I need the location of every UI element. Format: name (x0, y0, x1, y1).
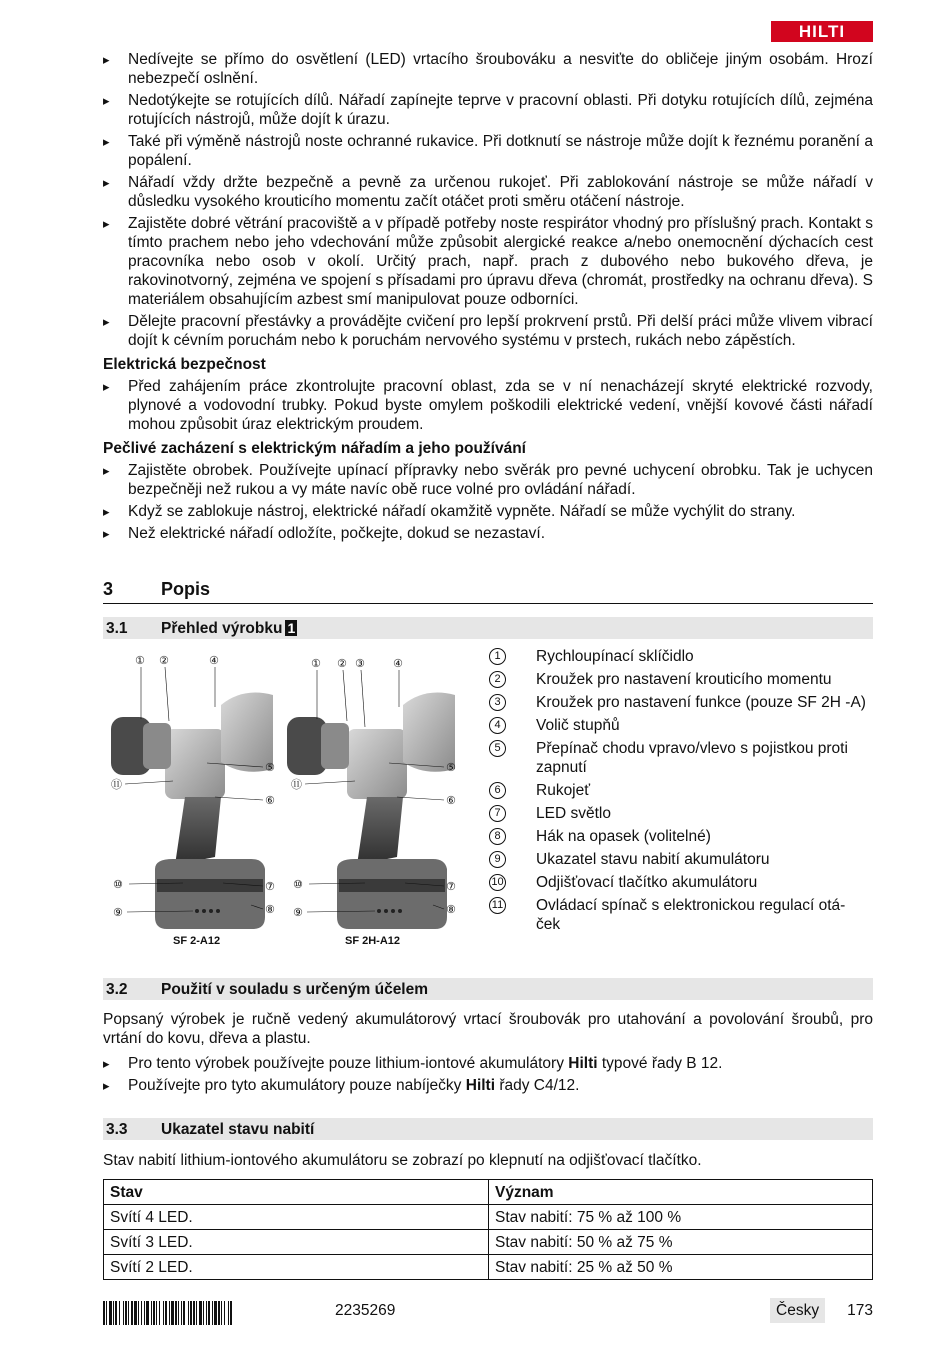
legend-item (489, 781, 869, 800)
table-cell: Stav nabití: 75 % až 100 % (489, 1205, 873, 1230)
callout-1: ① (135, 654, 145, 667)
bullet-text: řady C4/12. (495, 1077, 580, 1094)
list-item: ▸ Nedotýkejte se rotujících dílů. Nářadí zapínejte teprve v pracovní oblasti. Při dotyku rotujících dílů, zejména rotujících nástrojů, může dojít k úrazu. (103, 91, 873, 129)
charge-status-paragraph: Stav nabití lithium-iontového akumulátoru se zobrazí po klepnutí na odjišťovací tlačítko. (103, 1152, 702, 1169)
callout-6: ⑥ (265, 794, 275, 807)
callout-6: ⑥ (446, 794, 456, 807)
section-3-2-heading (103, 978, 873, 1000)
callout-11: ⑪ (291, 778, 302, 791)
page-footer (103, 1296, 873, 1326)
table-header-row (104, 1180, 873, 1205)
bullet-text: Pro tento výrobek používejte pouze lithium-iontové akumulátory (128, 1055, 569, 1072)
callout-8: ⑧ (265, 903, 275, 916)
callout-8: ⑧ (446, 903, 456, 916)
barcode (103, 1301, 317, 1325)
section-title (161, 619, 297, 638)
legend-number: 5 (489, 740, 506, 757)
legend-item (489, 739, 869, 777)
list-item (103, 1076, 873, 1095)
product-overview-figure (103, 647, 469, 949)
list-item: ▸ Nářadí vždy držte bezpečně a pevně za určenou rukojeť. Při zablokování nástroje se může nářadí v důsledku vysokého krouticího momentu začít otáčet proti směru otáčení nástroje. (103, 173, 873, 211)
list-item: ▸ Než elektrické nářadí odložíte, počkejte, dokud se nezastaví. (103, 524, 873, 543)
section-3-3-heading (103, 1118, 873, 1140)
list-item (103, 1054, 873, 1073)
legend-number: 6 (489, 782, 506, 799)
drill-right (287, 693, 455, 929)
legend-item (489, 827, 869, 846)
legend-item (489, 804, 869, 823)
charge-status-table (103, 1179, 873, 1280)
section-number: 3.3 (106, 1121, 128, 1138)
legend-text: Ovládací spínač s elektronickou regulací otá-ček (536, 897, 846, 933)
language-label: Česky (770, 1298, 825, 1323)
document-code: 2235269 (335, 1302, 396, 1319)
legend-number: 10 (489, 874, 506, 891)
legend-text: Kroužek pro nastavení krouticího momentu (536, 671, 832, 688)
section-3-heading (103, 578, 873, 604)
legend-text: LED světlo (536, 805, 611, 822)
legend-item (489, 670, 869, 689)
list-item: ▸ Nedívejte se přímo do osvětlení (LED) vrtacího šroubováku a nesviťte do obličeje jiným osobám. Hrozí nebezpečí oslnění. (103, 50, 873, 88)
legend-number: 2 (489, 671, 506, 688)
figure-legend (489, 647, 869, 938)
table-cell: Svítí 4 LED. (104, 1205, 489, 1230)
callout-4: ④ (393, 657, 403, 670)
section-number: 3.1 (106, 620, 128, 637)
intended-use-bullets (103, 1054, 873, 1098)
model-label-right: SF 2H-A12 (345, 935, 401, 947)
callout-9: ⑨ (293, 906, 303, 919)
callout-10: ⑩ (293, 878, 303, 891)
bullet-text: typové řady B 12. (597, 1055, 723, 1072)
section-number: 3 (103, 579, 114, 599)
table-cell: Svítí 2 LED. (104, 1255, 489, 1280)
list-item: ▸ Dělejte pracovní přestávky a provádějte cvičení pro lepší prokrvení prstů. Při delší práci může vlivem vibrací dojít k cévním poruchám nebo k poruchám nervového systému v prstech, rukách nebo zápěstích. (103, 312, 873, 350)
legend-item (489, 873, 869, 892)
callout-5: ⑤ (446, 761, 456, 774)
legend-text: Ukazatel stavu nabití akumulátoru (536, 851, 770, 868)
table-cell: Stav nabití: 25 % až 50 % (489, 1255, 873, 1280)
list-item: ▸ Když se zablokuje nástroj, elektrické nářadí okamžitě vypněte. Nářadí se může vychýlit do strany. (103, 502, 873, 521)
intended-use-paragraph: Popsaný výrobek je ručně vedený akumulátorový vrtací šroubovák pro utahování a povolování šroubů, pro vrtání do kovu, dřeva a plastu. (103, 1011, 873, 1047)
callout-5: ⑤ (265, 761, 275, 774)
page-number: 173 (847, 1302, 873, 1319)
bullet-text: Používejte pro tyto akumulátory pouze nabíječky (128, 1077, 466, 1094)
section-3-1-heading (103, 617, 873, 639)
callout-7: ⑦ (265, 880, 275, 893)
careful-use-heading: Pečlivé zacházení s elektrickým nářadím a jeho používání (103, 440, 526, 457)
legend-text: Hák na opasek (volitelné) (536, 828, 711, 845)
legend-item (489, 850, 869, 869)
table-header: Význam (489, 1180, 873, 1205)
section-title: Ukazatel stavu nabití (161, 1121, 315, 1138)
callout-7: ⑦ (446, 880, 456, 893)
legend-number: 11 (489, 897, 506, 914)
legend-text: Rychloupínací sklíčidlo (536, 648, 694, 665)
callout-3: ③ (355, 657, 365, 670)
table-row (104, 1230, 873, 1255)
list-item: ▸ Zajistěte dobré větrání pracoviště a v případě potřeby noste respirátor vhodný pro příslušný prach. Kontakt s tímto prachem nebo jeho vdechování může způsobit alergické reakce a/nebo onemocnění dýchacích cest pracovníka nebo osob v okolí. Určitý prach, např. prach z dubového nebo bukového dřeva, je rakovinotvorný, zejména ve spojení s přísadami pro úpravu dřeva (chromát, prostředky na ochranu dřeva). S materiálem obsahujícím azbest smí manipulovat pouze odborníci. (103, 214, 873, 309)
callout-4: ④ (209, 654, 219, 667)
list-item: ▸ Také při výměně nástrojů noste ochranné rukavice. Při dotknutí se nástroje může dojít k řeznému poranění a popálení. (103, 132, 873, 170)
callout-11: ⑪ (111, 778, 122, 791)
drill-illustration (103, 647, 469, 949)
table-cell: Stav nabití: 50 % až 75 % (489, 1230, 873, 1255)
section-title: Popis (161, 579, 211, 599)
legend-number: 1 (489, 648, 506, 665)
legend-number: 9 (489, 851, 506, 868)
legend-text: Kroužek pro nastavení funkce (pouze SF 2H -A) (536, 694, 866, 711)
legend-item (489, 896, 869, 934)
table-cell: Svítí 3 LED. (104, 1230, 489, 1255)
legend-item (489, 647, 869, 666)
legend-number: 8 (489, 828, 506, 845)
hilti-logo: HILTI (771, 21, 873, 42)
legend-item (489, 693, 869, 712)
callout-2: ② (337, 657, 347, 670)
legend-text: Přepínač chodu vpravo/vlevo s pojistkou proti zapnutí (536, 740, 848, 776)
table-row (104, 1205, 873, 1230)
section-title-text: Přehled výrobku (161, 620, 283, 637)
brand-name: Hilti (465, 1077, 496, 1094)
table-header: Stav (104, 1180, 489, 1205)
legend-number: 7 (489, 805, 506, 822)
list-item: ▸ Před zahájením práce zkontrolujte pracovní oblast, zda se v ní nenacházejí skryté elektrické rozvody, plynové a vodovodní trubky. Pokud byste omylem poškodili elektrické vedení, vnější kovové části nářadí mohou způsobit úraz elektrickým proudem. (103, 377, 873, 434)
section-number: 3.2 (106, 981, 128, 998)
electrical-safety-heading: Elektrická bezpečnost (103, 356, 266, 373)
list-item: ▸ Zajistěte obrobek. Používejte upínací přípravky nebo svěrák pro pevné uchycení obrobku. Tak je uchycen bezpečněji než rukou a vy máte navíc obě ruce volné pro ovládání nářadí. (103, 461, 873, 499)
drill-left (111, 693, 273, 929)
table-row (104, 1255, 873, 1280)
brand-name: Hilti (568, 1055, 598, 1072)
legend-number: 4 (489, 717, 506, 734)
model-label-left: SF 2-A12 (173, 935, 221, 947)
callout-1: ① (311, 657, 321, 670)
section-title: Použití v souladu s určeným účelem (161, 981, 429, 998)
safety-content (103, 50, 873, 546)
legend-item (489, 716, 869, 735)
callout-2: ② (159, 654, 169, 667)
legend-number: 3 (489, 694, 506, 711)
callout-10: ⑩ (113, 878, 123, 891)
legend-text: Rukojeť (536, 782, 591, 799)
legend-text: Odjišťovací tlačítko akumulátoru (536, 874, 758, 891)
figure-reference: 1 (287, 620, 296, 636)
callout-9: ⑨ (113, 906, 123, 919)
legend-text: Volič stupňů (536, 717, 620, 734)
